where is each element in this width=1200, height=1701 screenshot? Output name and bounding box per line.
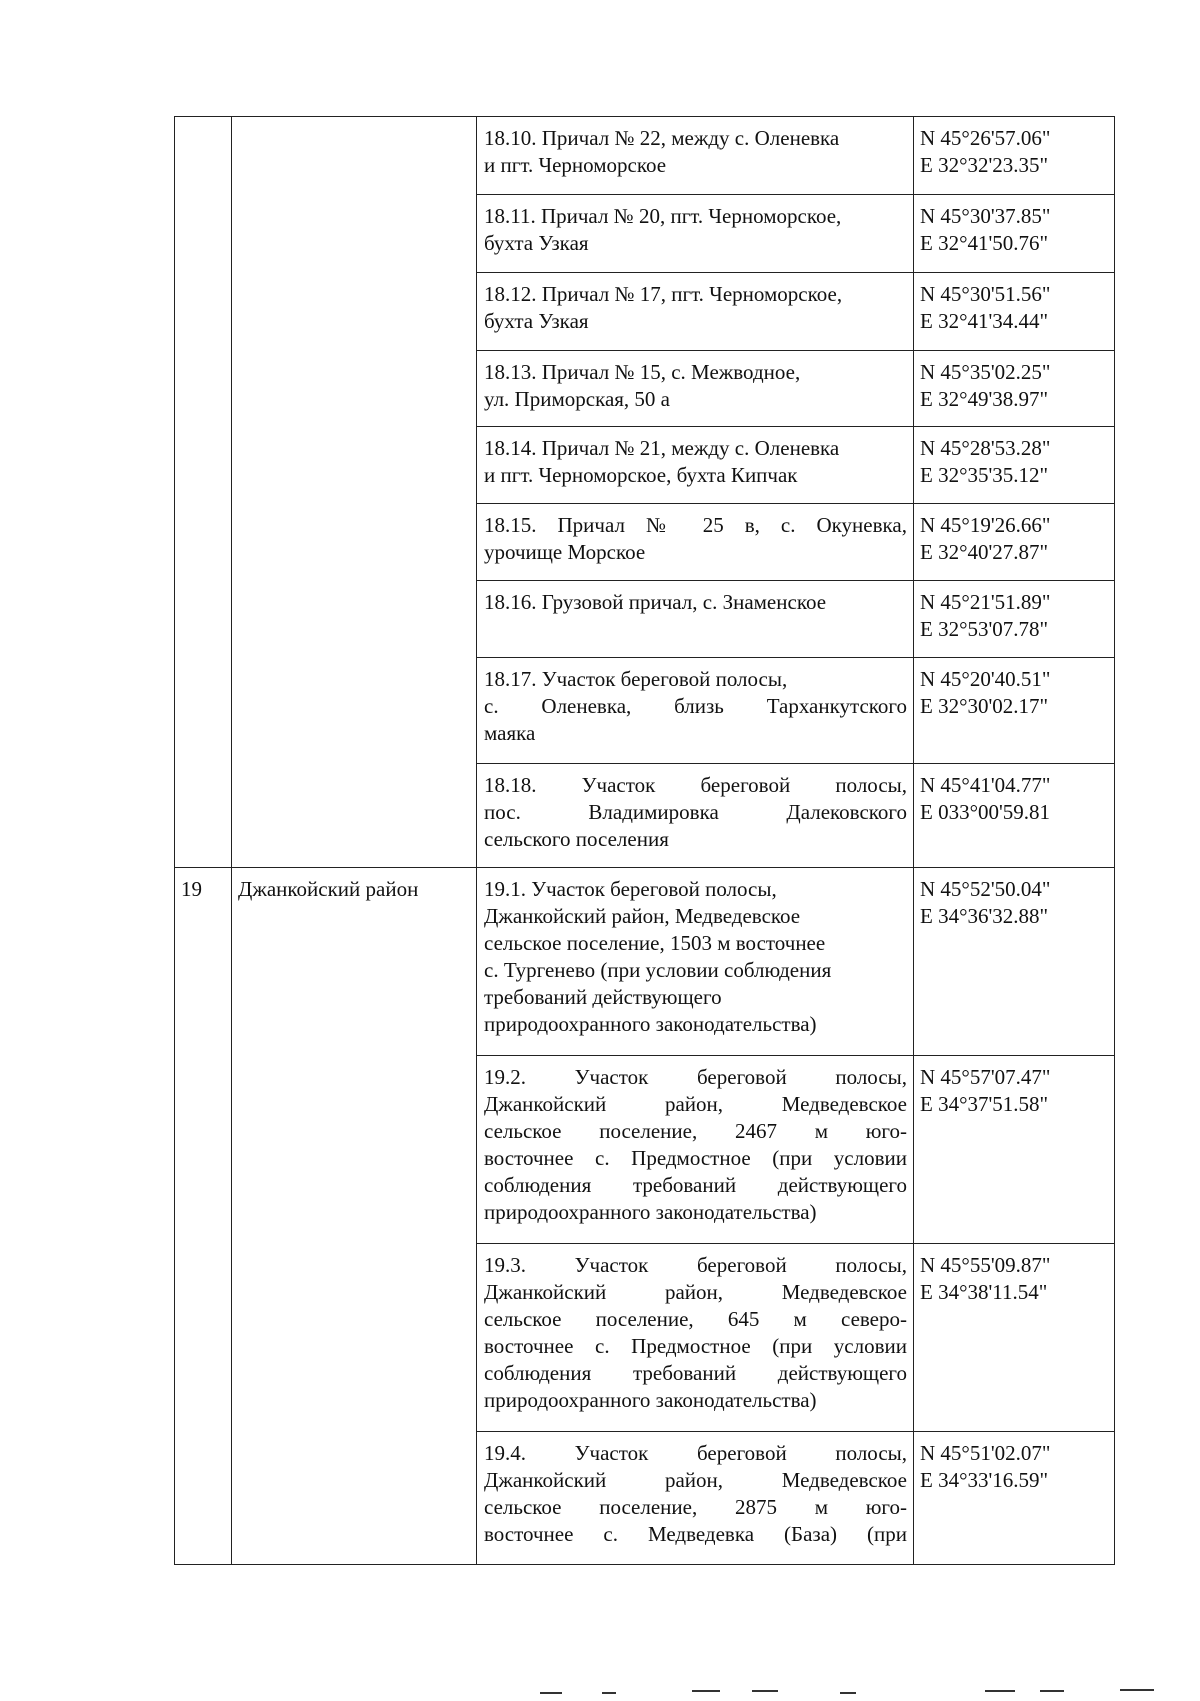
location-description-cell	[477, 427, 914, 504]
coordinates-cell	[914, 351, 1115, 427]
latitude-value: N 45°30'51.56"	[920, 282, 1051, 306]
description-line: бухта Узкая	[484, 231, 589, 255]
description-line: соблюдения требований действующего	[484, 1361, 907, 1385]
description-line: и пгт. Черноморское, бухта Кипчак	[484, 463, 798, 487]
description-line: сельского поселения	[484, 827, 669, 851]
description-line: восточнее с. Предмостное (при условии	[484, 1334, 907, 1358]
scan-artifact	[840, 1692, 856, 1694]
description-line: ул. Приморская, 50 а	[484, 387, 671, 411]
scan-artifact	[1040, 1690, 1064, 1692]
description-line: с. Тургенево (при условии соблюдения	[484, 958, 832, 982]
description-line: и пгт. Черноморское	[484, 153, 667, 177]
row-number-cell	[175, 117, 232, 868]
description-line: 19.3. Участок береговой полосы,	[484, 1253, 907, 1277]
latitude-value: N 45°52'50.04"	[920, 877, 1051, 901]
district-cell	[232, 117, 477, 868]
longitude-value: E 32°53'07.78"	[920, 617, 1049, 641]
description-line: 19.1. Участок береговой полосы,	[484, 877, 777, 901]
location-description-cell	[477, 273, 914, 351]
latitude-value: N 45°55'09.87"	[920, 1253, 1051, 1277]
description-line: 18.16. Грузовой причал, с. Знаменское	[484, 590, 827, 614]
description-line: урочище Морское	[484, 540, 646, 564]
longitude-value: E 32°32'23.35"	[920, 153, 1049, 177]
longitude-value: E 32°30'02.17"	[920, 694, 1049, 718]
location-description-cell	[477, 1244, 914, 1432]
location-description-cell	[477, 504, 914, 581]
description-line: восточнее с. Предмостное (при условии	[484, 1146, 907, 1170]
longitude-value: E 32°35'35.12"	[920, 463, 1049, 487]
description-line: природоохранного законодательства)	[484, 1388, 817, 1412]
coordinates-cell	[914, 117, 1115, 195]
latitude-value: N 45°21'51.89"	[920, 590, 1051, 614]
description-line: природоохранного законодательства)	[484, 1200, 817, 1224]
location-description-cell	[477, 351, 914, 427]
longitude-value: E 34°37'51.58"	[920, 1092, 1049, 1116]
description-line: 18.14. Причал № 21, между с. Оленевка	[484, 436, 840, 460]
coordinates-cell	[914, 427, 1115, 504]
longitude-value: E 033°00'59.81	[920, 800, 1051, 824]
table-row	[175, 117, 1115, 195]
description-line: сельское поселение, 645 м северо-	[484, 1307, 907, 1331]
description-line: сельское поселение, 1503 м восточнее	[484, 931, 826, 955]
longitude-value: E 32°41'34.44"	[920, 309, 1049, 333]
location-description-cell	[477, 658, 914, 764]
description-line: 18.11. Причал № 20, пгт. Черноморское,	[484, 204, 842, 228]
coordinates-cell	[914, 764, 1115, 868]
table-body	[175, 117, 1115, 1565]
coordinates-cell	[914, 1244, 1115, 1432]
description-line: Джанкойский район, Медведевское	[484, 1280, 907, 1304]
description-line: требований действующего	[484, 985, 722, 1009]
longitude-value: E 34°38'11.54"	[920, 1280, 1048, 1304]
description-line: 19.2. Участок береговой полосы,	[484, 1065, 907, 1089]
location-description-cell	[477, 764, 914, 868]
latitude-value: N 45°35'02.25"	[920, 360, 1051, 384]
scan-artifact	[540, 1692, 562, 1694]
description-line: сельское поселение, 2467 м юго-	[484, 1119, 907, 1143]
coordinates-cell	[914, 658, 1115, 764]
location-description-cell	[477, 195, 914, 273]
location-description-cell	[477, 1056, 914, 1244]
longitude-value: E 32°40'27.87"	[920, 540, 1049, 564]
latitude-value: N 45°57'07.47"	[920, 1065, 1051, 1089]
description-line: 18.10. Причал № 22, между с. Оленевка	[484, 126, 840, 150]
description-line: 18.17. Участок береговой полосы,	[484, 667, 788, 691]
description-line: бухта Узкая	[484, 309, 589, 333]
latitude-value: N 45°28'53.28"	[920, 436, 1051, 460]
coordinates-cell	[914, 1432, 1115, 1565]
scan-artifact	[602, 1692, 616, 1694]
latitude-value: N 45°30'37.85"	[920, 204, 1051, 228]
coordinates-cell	[914, 273, 1115, 351]
latitude-value: N 45°26'57.06"	[920, 126, 1051, 150]
location-description-cell	[477, 1432, 914, 1565]
scan-artifact	[752, 1690, 778, 1692]
description-line: Джанкойский район, Медведевское	[484, 1092, 907, 1116]
coordinates-cell	[914, 1056, 1115, 1244]
description-line: 18.12. Причал № 17, пгт. Черноморское,	[484, 282, 843, 306]
location-description-cell	[477, 117, 914, 195]
coordinates-cell	[914, 195, 1115, 273]
description-line: природоохранного законодательства)	[484, 1012, 817, 1036]
description-line: 18.13. Причал № 15, с. Межводное,	[484, 360, 801, 384]
table-row	[175, 868, 1115, 1056]
coordinates-cell	[914, 868, 1115, 1056]
description-line: восточнее с. Медведевка (База) (при	[484, 1522, 907, 1546]
longitude-value: E 34°33'16.59"	[920, 1468, 1049, 1492]
scan-artifact	[692, 1690, 720, 1692]
location-description-cell	[477, 868, 914, 1056]
scan-artifact	[1120, 1689, 1154, 1691]
description-line: маяка	[484, 721, 536, 745]
scan-artifact	[985, 1690, 1015, 1692]
description-line: 18.18. Участок береговой полосы,	[484, 773, 907, 797]
location-description-cell	[477, 581, 914, 658]
description-line: 18.15. Причал № 25 в, с. Окуневка,	[484, 513, 907, 537]
latitude-value: N 45°41'04.77"	[920, 773, 1051, 797]
description-line: пос. Владимировка Далековского	[484, 800, 907, 824]
longitude-value: E 32°49'38.97"	[920, 387, 1049, 411]
latitude-value: N 45°19'26.66"	[920, 513, 1051, 537]
longitude-value: E 34°36'32.88"	[920, 904, 1049, 928]
row-number-cell: 19	[175, 868, 232, 1565]
description-line: Джанкойский район, Медведевское	[484, 1468, 907, 1492]
coordinates-cell	[914, 581, 1115, 658]
coordinates-cell	[914, 504, 1115, 581]
description-line: сельское поселение, 2875 м юго-	[484, 1495, 907, 1519]
district-cell: Джанкойский район	[232, 868, 477, 1565]
description-line: Джанкойский район, Медведевское	[484, 904, 801, 928]
latitude-value: N 45°20'40.51"	[920, 667, 1051, 691]
description-line: с. Оленевка, близь Тарханкутского	[484, 694, 907, 718]
longitude-value: E 32°41'50.76"	[920, 231, 1049, 255]
description-line: 19.4. Участок береговой полосы,	[484, 1441, 907, 1465]
coordinates-table	[174, 116, 1115, 1565]
latitude-value: N 45°51'02.07"	[920, 1441, 1051, 1465]
description-line: соблюдения требований действующего	[484, 1173, 907, 1197]
